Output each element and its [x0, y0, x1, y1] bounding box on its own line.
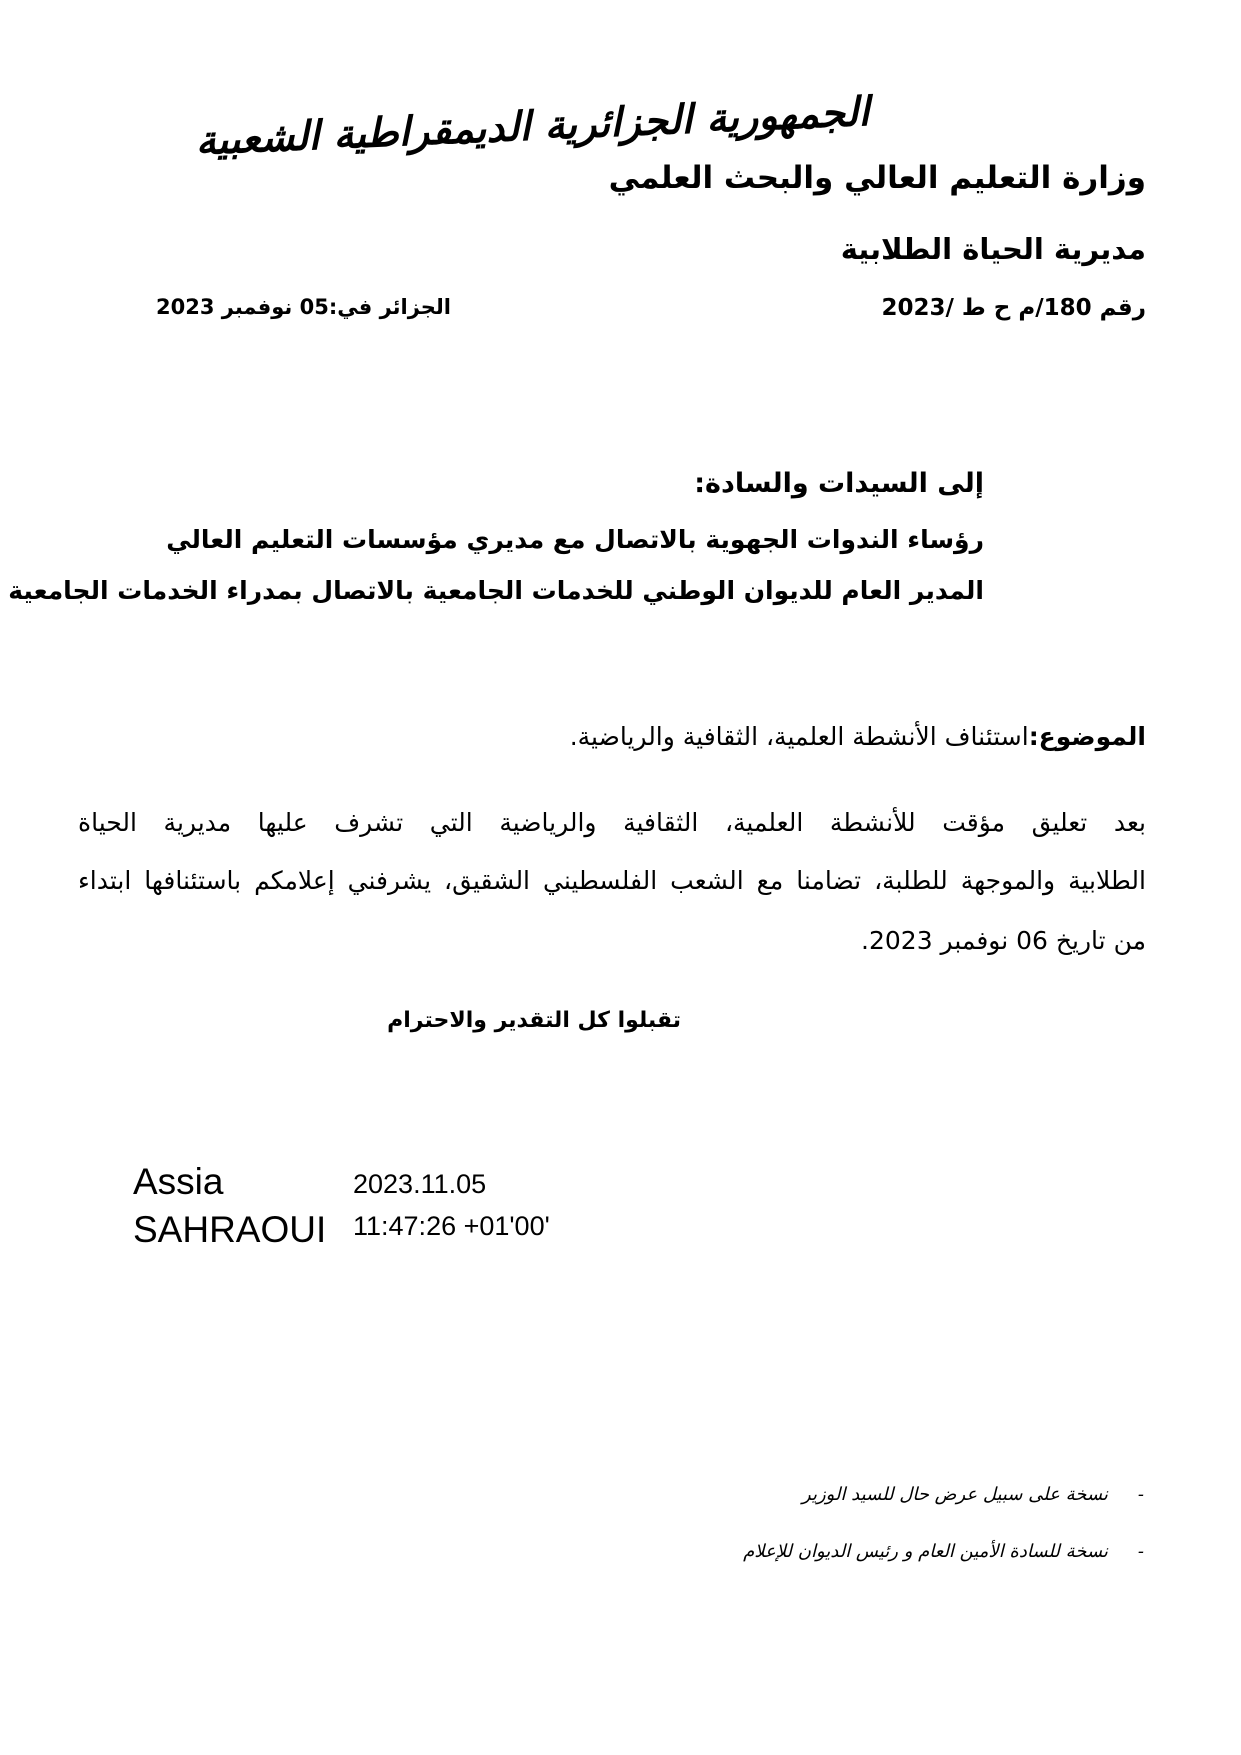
ministry-name: وزارة التعليم العالي والبحث العلمي: [608, 160, 1146, 196]
copy-recipient-text: نسخة على سبيل عرض حال للسيد الوزير: [802, 1484, 1108, 1505]
signature-last-name: SAHRAOUI: [133, 1209, 327, 1250]
date-place: الجزائر في:05 نوفمبر 2023: [156, 295, 451, 319]
copy-recipient-text: نسخة للسادة الأمين العام و رئيس الديوان للإعلام: [743, 1541, 1108, 1562]
addressee-line: رؤساء الندوات الجهوية بالاتصال مع مديري مؤسسات التعليم العالي: [166, 525, 984, 554]
reference-number: رقم 180/م ح ط /2023: [881, 295, 1146, 321]
addressee-line: المدير العام للديوان الوطني للخدمات الجامعية بالاتصال بمدراء الخدمات الجامعية: [8, 576, 984, 605]
subject-text: استئناف الأنشطة العلمية، الثقافية والرياضية.: [569, 722, 1029, 751]
copy-bullet: -: [1137, 1541, 1144, 1562]
directorate-name: مديرية الحياة الطلابية: [840, 232, 1146, 266]
signature-date: 2023.11.05: [353, 1169, 487, 1199]
copy-bullet: -: [1137, 1484, 1144, 1505]
body-line: الطلابية والموجهة للطلبة، تضامنا مع الشعب الفلسطيني الشقيق، يشرفني إعلامكم باستئنافها ابتداء: [78, 866, 1146, 895]
signature-first-name: Assia: [133, 1161, 224, 1202]
subject-line: [570, 722, 1146, 751]
republic-heading: الجمهورية الجزائرية الديمقراطية الشعبية: [194, 88, 871, 165]
signature-time: 11:47:26 +01'00': [353, 1211, 550, 1241]
addressees-title: إلى السيدات والسادة:: [694, 468, 984, 499]
body-line: من تاريخ 06 نوفمبر 2023.: [861, 926, 1146, 955]
body-line: بعد تعليق مؤقت للأنشطة العلمية، الثقافية والرياضية التي تشرف عليها مديرية الحياة: [78, 808, 1146, 837]
copy-recipient-line: [802, 1484, 1144, 1505]
signature-timestamp: [353, 1163, 550, 1247]
signature-name: [133, 1158, 326, 1254]
subject-label: الموضوع:: [1028, 722, 1146, 751]
closing-salutation: تقبلوا كل التقدير والاحترام: [387, 1008, 681, 1033]
copy-recipient-line: [743, 1541, 1144, 1562]
